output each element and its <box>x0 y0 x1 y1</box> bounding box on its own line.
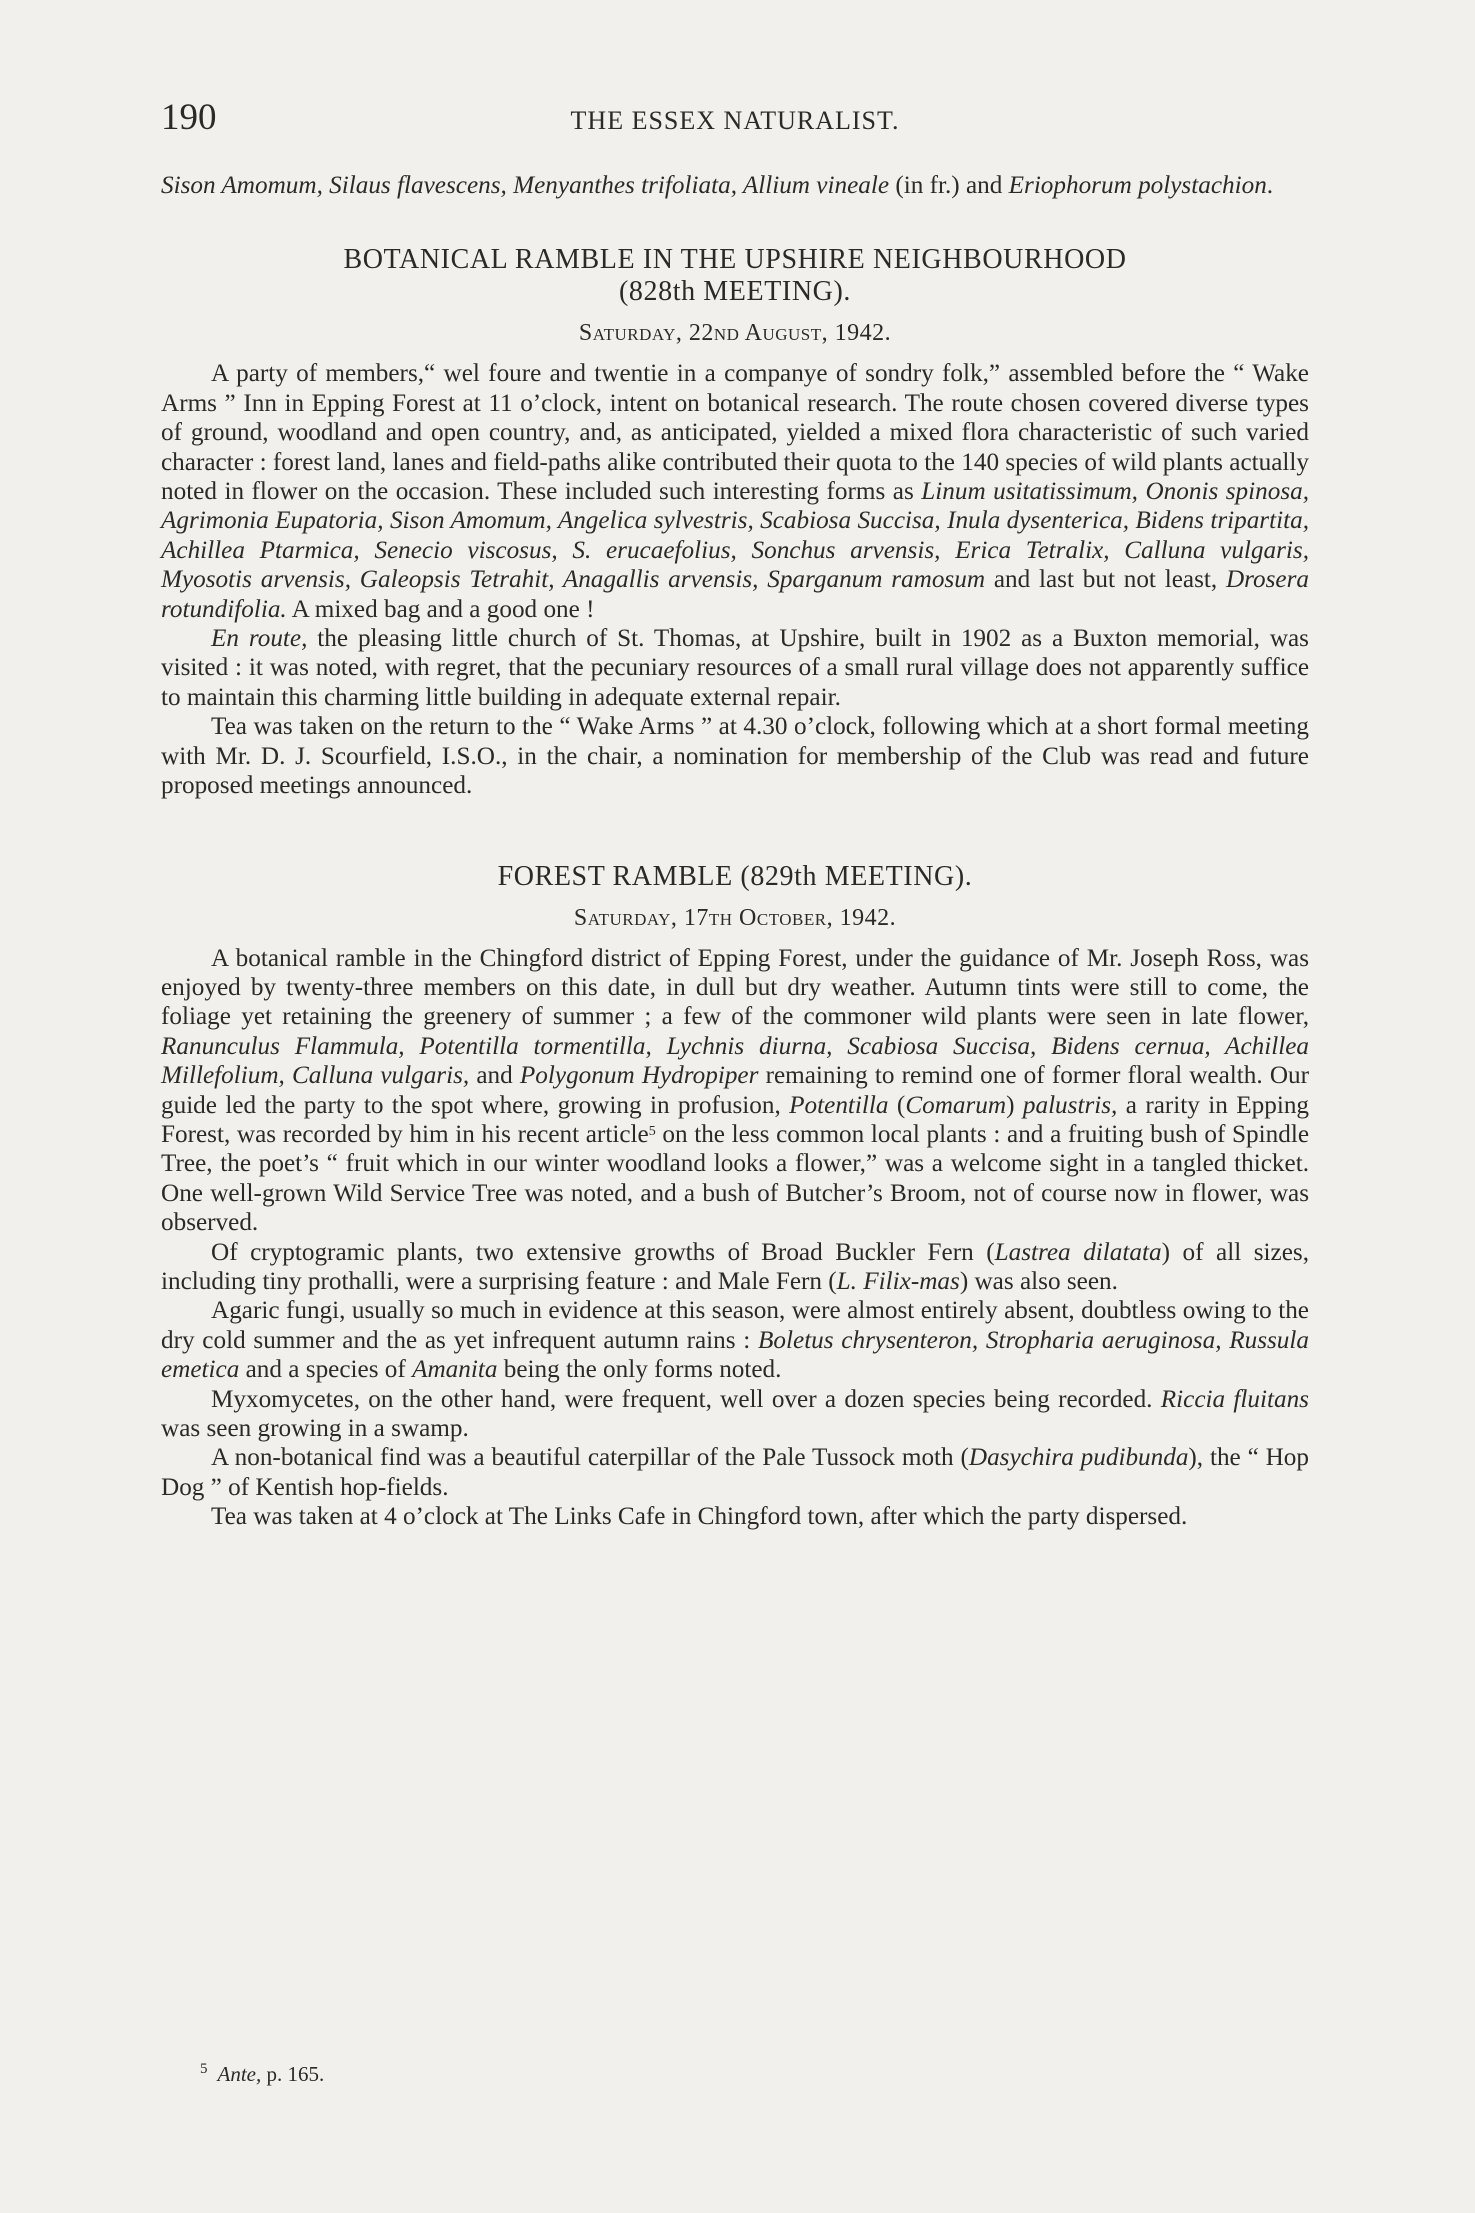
paragraph: A botanical ramble in the Chingford district of Epping Forest, under the guidance of Mr. Joseph Ross, was enjoyed by twenty-three members on this date, in dull but dry weather. Autumn tints were still to come, the foliage yet retaining the greenery of summer ; a few of the commoner wild plants were seen in late flower, Ranunculus Flammula, Potentilla tormentilla, Lychnis diurna, Scabiosa Succisa, Bidens cernua, Achillea Millefolium, Calluna vulgaris, and Polygonum Hydropiper remaining to remind one of former floral wealth. Our guide led the party to the spot where, growing in profusion, Potentilla (Comarum) palustris, a rarity in Epping Forest, was recorded by him in his recent article$^5$ on the less common local plants : and a fruiting bush of Spindle Tree, the poet’s “ fruit which in our winter woodland looks a flower,” was a welcome sight in a tangled thicket. One well-grown Wild Service Tree was noted, and a bush of Butcher’s Broom, not of course now in flower, was observed. <box>161 944 1310 1237</box>
running-head <box>161 96 1309 148</box>
paragraph: A non-botanical find was a beautiful caterpillar of the Pale Tussock moth (Dasychira pudibunda), the “ Hop Dog ” of Kentish hop-fields. <box>161 1444 1309 1501</box>
page-number: 190 <box>161 97 217 138</box>
section-heading-upshire <box>161 244 1309 308</box>
footnote-mark: 5 <box>200 2061 208 2077</box>
footnote: $^5$ Ante, p. 165. <box>200 2061 325 2086</box>
footnote-reference: 5 <box>648 1123 656 1139</box>
paragraph: Tea was taken at 4 o’clock at The Links Cafe in Chingford town, after which the party dispersed. <box>211 1503 1188 1531</box>
meeting-date-forest: Saturday, 17th October, 1942. <box>573 904 897 931</box>
section-heading-line1: BOTANICAL RAMBLE IN THE UPSHIRE NEIGHBOURHOOD <box>343 244 1127 276</box>
paragraph: Tea was taken on the return to the “ Wake Arms ” at 4.30 o’clock, following which at a short formal meeting with Mr. D. J. Scourfield, I.S.O., in the chair, a nomination for membership of the Club was read and future proposed meetings announced. <box>161 713 1309 800</box>
paragraph: Of cryptogramic plants, two extensive growths of Broad Buckler Fern (Lastrea dilatata) of all sizes, including tiny prothalli, were a surprising feature : and Male Fern (L. Filix-mas) was also seen. <box>161 1238 1309 1295</box>
section-heading-forest: FOREST RAMBLE (829th MEETING). <box>497 860 973 892</box>
journal-title: THE ESSEX NATURALIST. <box>570 106 900 135</box>
paragraph: En route, the pleasing little church of St. Thomas, at Upshire, built in 1902 as a Buxton memorial, was visited : it was noted, with regret, that the pecuniary resources of a small rural village does not apparently suffice to maintain this charming little building in adequate external repair. <box>161 625 1309 711</box>
section-heading-line2: (828th MEETING). <box>618 276 851 308</box>
paragraph: A party of members,“ wel foure and twentie in a companye of sondry folk,” assembled before the “ Wake Arms ” Inn in Epping Forest at 11 o’clock, intent on botanical research. The route chosen covered diverse types of ground, woodland and open country, and, as anticipated, yielded a mixed flora characteristic of such varied character : forest land, lanes and field-paths alike contributed their quota to the 140 species of wild plants actually noted in flower on the occasion. These included such interesting forms as Linum usitatissimum, Ononis spinosa, Agrimonia Eupatoria, Sison Amomum, Angelica sylvestris, Scabiosa Succisa, Inula dysenterica, Bidens tripartita, Achillea Ptarmica, Senecio viscosus, S. erucaefolius, Sonchus arvensis, Erica Tetralix, Calluna vulgaris, Myosotis arvensis, Galeopsis Tetrahit, Anagallis arvensis, Sparganum ramosum and last but not least, Drosera rotundifolia. A mixed bag and a good one ! <box>161 360 1310 623</box>
meeting-date-upshire: Saturday, 22nd August, 1942. <box>578 320 892 347</box>
paragraph: Myxomycetes, on the other hand, were frequent, well over a dozen species being recorded. Riccia fluitans was seen growing in a swamp. <box>161 1385 1309 1442</box>
carryover-paragraph: Sison Amomum, Silaus flavescens, Menyanthes trifoliata, Allium vineale (in fr.) and Eriophorum polystachion. <box>161 172 1274 199</box>
paragraph: Agaric fungi, usually so much in evidence at this season, were almost entirely absent, doubtless owing to the dry cold summer and the as yet infrequent autumn rains : Boletus chrysenteron, Stropharia aeruginosa, Russula emetica and a species of Amanita being the only forms noted. <box>161 1297 1309 1384</box>
